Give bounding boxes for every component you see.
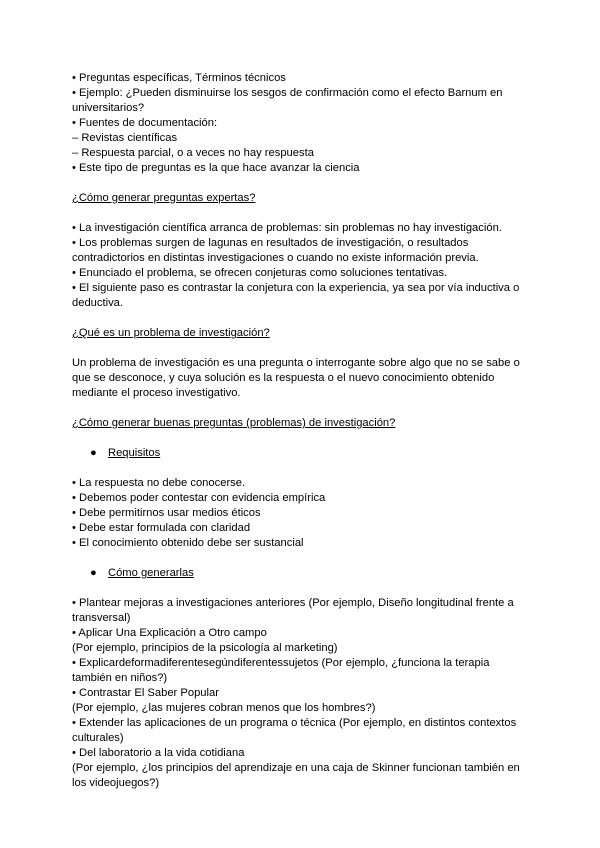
bullet-line: • Preguntas específicas, Términos técnicos: [72, 72, 286, 84]
subsection-requisitos: [72, 446, 532, 461]
text-line: (Por ejemplo, ¿las mujeres cobran menos que los hombres?): [72, 702, 376, 714]
bullet-line: • Este tipo de preguntas es la que hace avanzar la ciencia: [72, 162, 360, 174]
section-body-preguntas-expertas: [72, 221, 532, 311]
bullet-line: • Explicardeformadiferentesegúndiferentessujetos (Por ejemplo, ¿funciona la terapia: [72, 657, 490, 669]
text-line: Un problema de investigación es una pregunta o interrogante sobre algo que no se sabe o: [72, 357, 520, 369]
spacer: [72, 581, 532, 596]
intro-block: [72, 71, 532, 176]
dash-line: – Respuesta parcial, o a veces no hay respuesta: [72, 147, 314, 159]
text-line: culturales): [72, 732, 124, 744]
text-line: los videojuegos?): [72, 777, 160, 789]
spacer: [72, 341, 532, 356]
bullet-line: • El conocimiento obtenido debe ser sustancial: [72, 537, 304, 549]
requisitos-list: [72, 476, 532, 551]
text-line: mediante el proceso investigativo.: [72, 387, 241, 399]
subsection-como-generarlas: [72, 566, 532, 581]
text-line: que se desconoce, y cuya solución es la respuesta o el nuevo conocimiento obtenido: [72, 372, 495, 384]
spacer: [72, 461, 532, 476]
bullet-line: • Aplicar Una Explicación a Otro campo: [72, 627, 267, 639]
bullet-line: • Los problemas surgen de lagunas en resultados de investigación, o resultados: [72, 237, 469, 249]
text-line: (Por ejemplo, principios de la psicología al marketing): [72, 642, 338, 654]
bullet-dot-icon: ●: [90, 447, 97, 459]
section-heading-problema-investigacion: ¿Qué es un problema de investigación?: [72, 327, 270, 339]
bullet-line: • Debe permitirnos usar medios éticos: [72, 507, 261, 519]
bullet-line: • Del laboratorio a la vida cotidiana: [72, 747, 245, 759]
bullet-line: • Fuentes de documentación:: [72, 117, 218, 129]
bullet-line: • Debe estar formulada con claridad: [72, 522, 251, 534]
bullet-dot-icon: ●: [90, 567, 97, 579]
spacer: [72, 311, 532, 326]
section-heading-preguntas-expertas: ¿Cómo generar preguntas expertas?: [72, 192, 256, 204]
spacer: [72, 206, 532, 221]
spacer: [72, 431, 532, 446]
spacer: [72, 176, 532, 191]
section-body-problema-investigacion: [72, 356, 532, 401]
text-line: transversal): [72, 612, 131, 624]
bullet-line: • La investigación científica arranca de problemas: sin problemas no hay investigación.: [72, 222, 502, 234]
text-line: deductiva.: [72, 297, 123, 309]
section-heading-buenas-preguntas: ¿Cómo generar buenas preguntas (problemas) de investigación?: [72, 417, 396, 429]
spacer: [72, 401, 532, 416]
text-line: también en niños?): [72, 672, 168, 684]
bullet-line: • El siguiente paso es contrastar la conjetura con la experiencia, ya sea por vía inductiva o: [72, 282, 520, 294]
bullet-line: • La respuesta no debe conocerse.: [72, 477, 246, 489]
text-line: (Por ejemplo, ¿los principios del aprendizaje en una caja de Skinner funcionan también en: [72, 762, 520, 774]
bullet-line: • Contrastar El Saber Popular: [72, 687, 219, 699]
bullet-line: • Extender las aplicaciones de un programa o técnica (Por ejemplo, en distintos contextos: [72, 717, 517, 729]
subsection-title-requisitos: Requisitos: [108, 447, 161, 459]
bullet-line: • Plantear mejoras a investigaciones anteriores (Por ejemplo, Diseño longitudinal frente a: [72, 597, 514, 609]
spacer: [72, 551, 532, 566]
subsection-title-como-generarlas: Cómo generarlas: [108, 567, 194, 579]
bullet-line: • Ejemplo: ¿Pueden disminuirse los sesgos de confirmación como el efecto Barnum en: [72, 87, 503, 99]
bullet-line: • Enunciado el problema, se ofrecen conjeturas como soluciones tentativas.: [72, 267, 448, 279]
text-line: contradictorios en distintas investigaciones o cuando no existe información previa.: [72, 252, 479, 264]
bullet-line: • Debemos poder contestar con evidencia empírica: [72, 492, 326, 504]
document-page: [72, 71, 532, 791]
dash-line: – Revistas científicas: [72, 132, 178, 144]
como-generarlas-list: [72, 596, 532, 791]
text-line: universitarios?: [72, 102, 145, 114]
